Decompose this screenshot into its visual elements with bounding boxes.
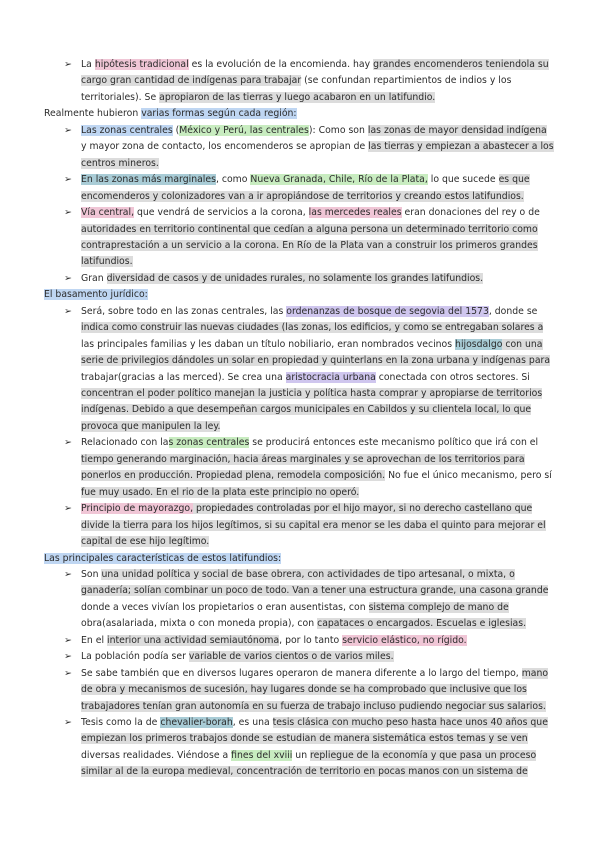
highlighted-text: hijosdalgo — [455, 338, 503, 350]
highlighted-text: apropiaron de las tierras y luego acabaron en un latifundio. — [159, 91, 436, 103]
text-line — [81, 156, 159, 171]
text-segment: . hay — [347, 59, 374, 70]
text-segment: eran donaciones del rey o de — [401, 207, 540, 219]
text-line — [81, 57, 549, 72]
text-line — [81, 534, 209, 549]
highlighted-text: ordenanzas de bosque de segovia del 1573 — [286, 305, 489, 317]
text-line — [81, 304, 537, 319]
bullet-arrow-icon: ➢ — [64, 717, 72, 728]
highlighted-text: con una — [502, 338, 543, 350]
highlighted-text: indica como construir las nuevas ciudades (las zonas, los edificios, y como se entregaban solares a — [81, 322, 544, 334]
text-line — [81, 123, 547, 138]
text-line — [81, 353, 550, 368]
highlighted-text: capataces o encargados. Escuelas e iglesias. — [317, 618, 527, 630]
text-segment: diversas realidades. Viéndose a — [81, 749, 232, 761]
highlighted-text: las zonas de mayor densidad indígena — [367, 124, 547, 136]
text-segment: No fue el único mecanismo, pero sí — [385, 470, 552, 482]
highlighted-text: provoca que manipulen la ley. — [81, 420, 221, 432]
text-segment: evolución de la encomienda — [216, 59, 348, 70]
text-line — [81, 600, 509, 615]
text-segment: Gran — [81, 272, 107, 284]
text-segment: lo que sucede — [427, 174, 499, 186]
bullet-arrow-icon: ➢ — [64, 305, 72, 317]
bullet-arrow-icon: ➢ — [64, 568, 72, 580]
highlighted-text: En las zonas más marginales — [81, 174, 216, 186]
text-segment: , por lo tanto — [279, 634, 343, 646]
text-line — [81, 468, 552, 483]
highlighted-text: concentran el poder político manejan la justicia y política hasta comprar y apropiarse de territorios — [81, 388, 543, 399]
highlighted-text: México y Perú, las centrales — [179, 124, 309, 136]
text-line — [81, 222, 538, 237]
text-line — [81, 485, 359, 500]
highlighted-text: de obra y mecanismos de sucesión, hay lugares donde se ha comprobado que inclusive que los — [81, 684, 527, 696]
text-line — [81, 386, 542, 401]
text-line — [81, 419, 220, 434]
text-segment: La población podía ser — [81, 651, 189, 663]
bullet-arrow-icon: ➢ — [64, 634, 72, 646]
text-line — [81, 139, 554, 154]
text-line — [81, 633, 467, 648]
text-line — [81, 172, 530, 187]
text-line — [81, 435, 538, 450]
highlighted-text: propiedades controladas por el hijo mayor, si no derecho castellano que — [193, 503, 533, 515]
text-segment: obra(asalariada, mixta o con moneda propia), con — [81, 618, 318, 630]
highlighted-text: s zonas centrales — [168, 437, 250, 449]
highlighted-text: chevalier-borah — [160, 717, 233, 728]
highlighted-text: ganadería; solían combinar un poco de todo. Van a tener una estructura grande, una casona grande — [81, 585, 549, 597]
highlighted-text: tiempo generando marginación, hacia áreas marginales y se aprovechan de los territorios para — [81, 453, 525, 465]
text-segment: , donde se — [488, 305, 538, 317]
highlighted-text: centros mineros. — [81, 157, 159, 169]
highlighted-text: serie de privilegios dándoles un solar en propiedad y quinterlans en la zona urbana y indígenas para — [81, 355, 551, 367]
highlighted-text: Las principales características de estos latifundios: — [44, 552, 282, 564]
text-line — [81, 764, 528, 779]
highlighted-text: autoridades en territorio continental que cedían a alguna persona un determinado territorio como — [81, 223, 538, 235]
highlighted-text: latifundios. — [81, 256, 133, 268]
highlighted-text: sistema complejo de mano de — [368, 601, 509, 613]
highlighted-text: empiezan los primeros trabajos donde se estudian de manera sistemática estos temas y se ven — [81, 733, 528, 745]
text-line — [81, 682, 527, 697]
text-line — [81, 189, 524, 204]
text-segment: que vendrá de servicios a la corona, — [134, 207, 309, 219]
highlighted-text: varias formas según cada región: — [141, 108, 297, 120]
text-segment: las principales familias y les daban un título nobiliario, eran nombrados vecinos — [81, 338, 456, 350]
highlighted-text: una unidad política y social de base obrera, con actividades de tipo artesanal, o mixta, o — [101, 568, 515, 580]
highlighted-text: divide la tierra para los hijos legítimos, si su capital era menor se les daba el quinto para mejorar el — [81, 519, 546, 531]
text-segment: Se sabe también que en diversos lugares operaron de manera diferente a lo largo del tiempo, — [81, 667, 522, 679]
text-segment: y mayor zona de contacto, los encomenderos se apropian de — [81, 141, 369, 153]
bullet-arrow-icon: ➢ — [64, 667, 72, 679]
text-segment: donde a veces vivían los propietarios o eran ausentistas, con — [81, 601, 369, 613]
text-segment: La — [81, 59, 95, 70]
text-line — [81, 583, 548, 598]
text-line — [81, 90, 435, 105]
text-segment: trabajar(gracias a las merced). Se crea una — [81, 371, 286, 383]
text-segment: Relacionado con la — [81, 437, 169, 449]
highlighted-text: tesis clásica con mucho peso hasta hace unos 40 años que — [272, 717, 548, 728]
text-line — [81, 271, 483, 286]
text-line — [44, 106, 297, 121]
highlighted-text: ponerlos en producción. Propiedad plena, remodela composición. — [81, 470, 386, 482]
highlighted-text: las mercedes reales — [308, 207, 402, 219]
bullet-arrow-icon: ➢ — [64, 651, 72, 663]
text-line — [81, 715, 548, 730]
highlighted-text: hipótesis tradicional — [94, 59, 189, 70]
text-segment: (se confundan repartimientos de indios y los — [301, 75, 512, 87]
text-segment: , es una — [232, 717, 273, 728]
text-segment: ( — [172, 124, 180, 136]
text-line — [81, 370, 530, 385]
text-segment: Realmente hubieron — [44, 108, 142, 120]
text-segment: Son — [81, 568, 102, 580]
text-line — [81, 320, 543, 335]
text-segment: conectada con otros sectores. Si — [375, 371, 530, 383]
bullet-arrow-icon: ➢ — [64, 437, 72, 449]
highlighted-text: encomenderos y colonizadores van a ir apropiándose de territorios y creando estos latifundios. — [81, 190, 524, 202]
highlighted-text: las tierras y empiezan a abastecer a los — [368, 141, 554, 153]
text-line — [81, 518, 546, 533]
text-line — [81, 616, 526, 631]
highlighted-text: El basamento jurídico: — [44, 289, 148, 301]
text-line — [81, 205, 540, 220]
highlighted-text: capital de ese hijo legítimo. — [81, 536, 210, 548]
bullet-arrow-icon: ➢ — [64, 174, 72, 186]
bullet-arrow-icon: ➢ — [64, 503, 72, 515]
highlighted-text: cargo gran cantidad de indígenas para trabajar — [81, 75, 302, 87]
text-segment: un — [292, 749, 311, 761]
highlighted-text: Nueva Granada, Chile, Río de la Plata, — [250, 174, 428, 186]
text-segment: Tesis como la de — [81, 717, 161, 728]
text-segment: Será, sobre todo en las zonas centrales, las — [81, 305, 287, 317]
text-line — [81, 238, 538, 253]
text-line — [81, 501, 532, 516]
highlighted-text: es que — [498, 174, 530, 186]
highlighted-text: fue muy usado. En el rio de la plata este principio no operó. — [81, 486, 360, 498]
highlighted-text: diversidad de casos y de unidades rurales, no solamente los grandes latifundios. — [106, 272, 484, 284]
bullet-arrow-icon: ➢ — [64, 59, 72, 70]
text-line — [81, 73, 511, 88]
text-segment: , como — [215, 174, 251, 186]
highlighted-text: Las zonas centrales — [81, 124, 173, 136]
bullet-arrow-icon: ➢ — [64, 272, 72, 284]
text-line — [81, 699, 546, 714]
text-line — [81, 666, 548, 681]
text-line — [81, 731, 528, 746]
highlighted-text: grandes encomenderos teniendola su — [373, 59, 549, 70]
highlighted-text: similar al de la europa medieval, concentración de territorio en pocas manos con un sistema de — [81, 766, 528, 778]
highlighted-text: Vía central, — [81, 207, 135, 219]
highlighted-text: fines del xviii — [231, 749, 293, 761]
text-line — [81, 748, 536, 763]
text-segment: es la — [188, 59, 217, 70]
highlighted-text: variable de varios cientos o de varios miles. — [188, 651, 394, 663]
highlighted-text: trabajadores tenían gran autonomía en su fuerza de trabajo incluso pudiendo negociar sus salarios. — [81, 700, 546, 712]
text-line — [81, 452, 525, 467]
text-segment: se producirá entonces este mecanismo político que irá con el — [249, 437, 539, 449]
text-line — [44, 287, 148, 302]
text-segment: ): Como son — [308, 124, 368, 136]
text-line — [81, 402, 531, 417]
highlighted-text: aristocracia urbana — [285, 371, 376, 383]
highlighted-text: contraprestación a un servicio a la corona. En Río de la Plata van a construir los primeros grandes — [81, 239, 538, 251]
text-line — [81, 649, 394, 664]
highlighted-text: mano — [521, 667, 549, 679]
highlighted-text: Principio de mayorazgo, — [81, 503, 194, 515]
highlighted-text: interior una actividad semiautónoma — [106, 634, 280, 646]
text-segment: En el — [81, 634, 107, 646]
highlighted-text: repliegue de la economía y que pasa un proceso — [310, 749, 537, 761]
text-line — [44, 551, 281, 566]
text-line — [81, 567, 515, 582]
highlighted-text: servicio elástico, no rígido. — [342, 634, 467, 646]
bullet-arrow-icon: ➢ — [64, 124, 72, 136]
highlighted-text: indígenas. Debido a que desempeñan cargos municipales en Cabildos y su clientela local, lo que — [81, 404, 532, 416]
text-line — [81, 254, 133, 269]
bullet-arrow-icon: ➢ — [64, 207, 72, 219]
text-line — [81, 337, 543, 352]
text-segment: territoriales). Se — [81, 91, 160, 103]
